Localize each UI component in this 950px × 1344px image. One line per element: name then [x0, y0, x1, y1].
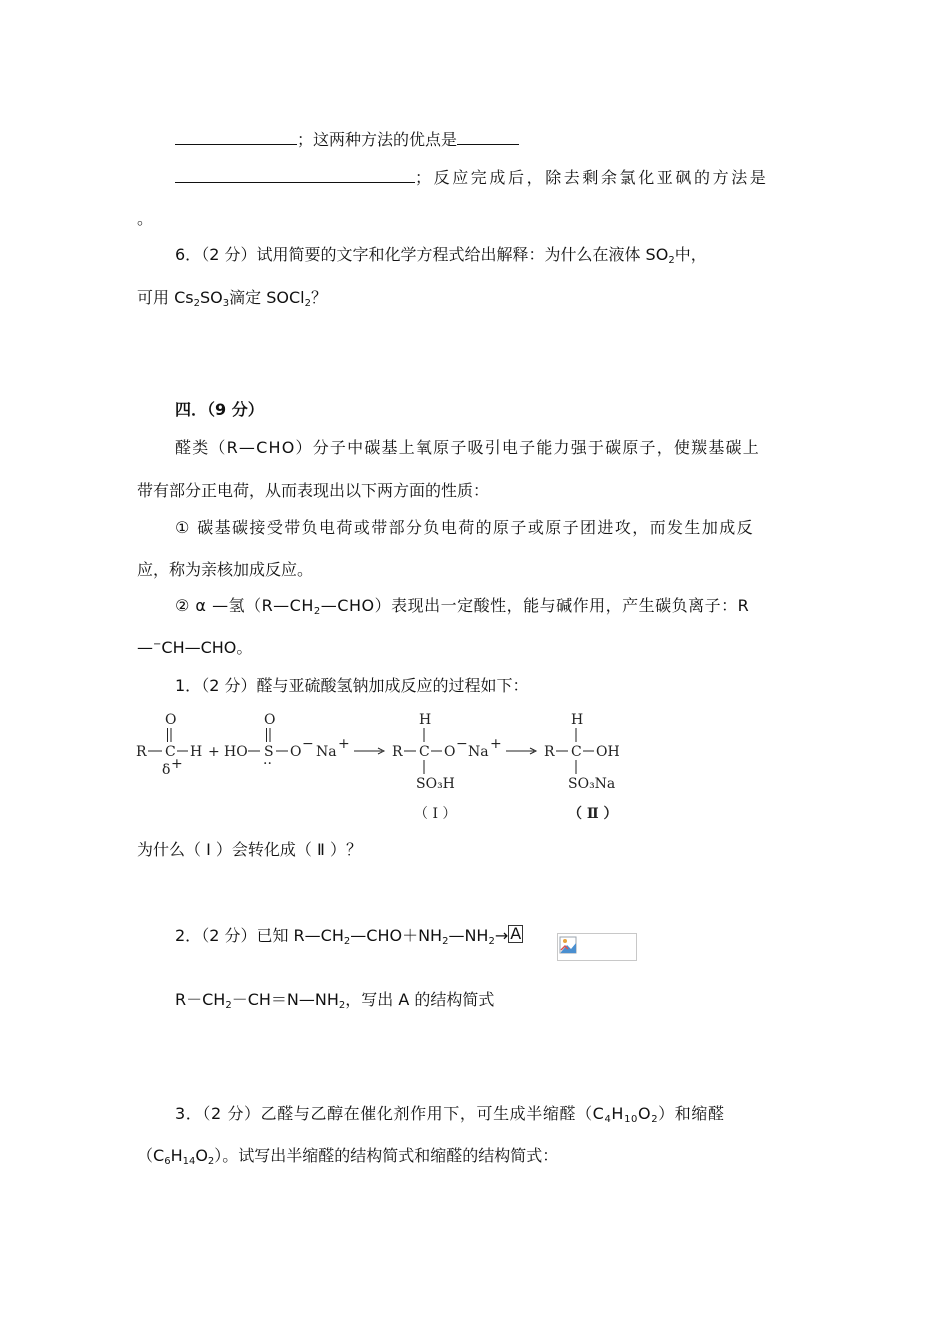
- broken-image-placeholder: [557, 933, 637, 961]
- q3-text: ）和缩醛: [658, 1104, 725, 1123]
- subscript: 14: [182, 1156, 196, 1167]
- subscript: 2: [313, 606, 321, 617]
- s5-period: 。: [137, 209, 154, 228]
- rx-delta-plus: +: [171, 756, 183, 772]
- rx-R: R: [136, 744, 147, 760]
- q2-text: —CHO＋NH: [350, 926, 443, 945]
- section-heading: 四．（9 分）: [175, 400, 264, 419]
- label-I: （ Ⅰ ）: [414, 806, 457, 822]
- subscript: 2: [343, 936, 351, 947]
- rx-Na: Na: [316, 744, 337, 760]
- rx-SO3H: SO₃H: [416, 776, 455, 792]
- q6-line2: [137, 286, 327, 310]
- q6-text: 滴定 SOCl: [229, 288, 305, 307]
- answer-blank[interactable]: [175, 164, 415, 183]
- q3-text: O: [638, 1104, 652, 1123]
- q6-text: SO: [199, 288, 223, 307]
- sec4-intro-line2: 带有部分正电荷，从而表现出以下两方面的性质：: [137, 481, 490, 500]
- s5-reaction-end-text: ；反应完成后，除去剩余氯化亚砜的方法是: [415, 168, 769, 187]
- sec4-point2-line2: [137, 636, 252, 660]
- rx-C: C: [419, 744, 430, 760]
- rx-C: C: [165, 744, 176, 760]
- rx-O-minus: O: [290, 744, 302, 760]
- sec4-point1-line1: ① 碳基碳接受带负电荷或带部分负电荷的原子或原子团进攻，而发生加成反: [175, 518, 755, 537]
- subscript: 2: [668, 255, 675, 266]
- s5-line2: [175, 164, 768, 190]
- s5-line1: [175, 126, 519, 152]
- product-A-box: A: [510, 924, 522, 943]
- q1-question: 为什么（ Ⅰ ）会转化成（ Ⅱ ）？: [137, 840, 362, 859]
- q3-text: H: [170, 1146, 183, 1165]
- subscript: 2: [488, 936, 495, 947]
- broken-image-icon: [559, 936, 579, 956]
- q1-text: 醛与亚硫酸氢钠加成反应的过程如下：: [256, 676, 529, 695]
- sec4-text: —: [137, 638, 153, 657]
- q2-text: R－CH: [175, 990, 226, 1009]
- q3-text: （C: [137, 1146, 165, 1165]
- sec4-text: —CHO）表现出一定酸性，能与碱作用，产生碳负离子：R: [320, 596, 750, 615]
- rx-Na: Na: [468, 744, 489, 760]
- q2-number: 2．: [175, 926, 202, 945]
- rx-H: H: [419, 712, 432, 728]
- rx-O: O: [165, 712, 177, 728]
- q3-text: 乙醛与乙醇在催化剂作用下，可生成半缩醛（C: [260, 1104, 605, 1123]
- subscript: 2: [338, 1000, 346, 1011]
- rx-delta: δ: [162, 762, 171, 778]
- sec4-point1-line2: 应，称为亲核加成反应。: [137, 560, 314, 579]
- q6-text: 试用简要的文字和化学方程式给出解释：为什么在液体 SO: [256, 245, 669, 264]
- q3-score: （2 分）: [202, 1104, 261, 1123]
- q3-line2: [137, 1144, 558, 1168]
- q6-text: 中，: [674, 245, 707, 264]
- rx-plus: +: [208, 744, 220, 760]
- rx-O: O: [264, 712, 276, 728]
- subscript: 3: [222, 298, 230, 309]
- rx-O-minus: O: [444, 744, 456, 760]
- rx-H: H: [571, 712, 584, 728]
- q1-number: 1．: [175, 676, 202, 695]
- rx-charge-minus: −: [456, 736, 468, 752]
- rx-charge-plus: +: [338, 736, 350, 752]
- q6-text: ？: [310, 288, 327, 307]
- s5-tail-text: ；这两种方法的优点是: [297, 130, 458, 149]
- rx-charge-minus: −: [302, 736, 314, 752]
- q3-line1: [175, 1102, 725, 1126]
- q2-text: —NH: [448, 926, 489, 945]
- rx-R: R: [544, 744, 555, 760]
- q6-line1: [175, 243, 707, 267]
- rx-R: R: [392, 744, 403, 760]
- answer-blank[interactable]: [175, 126, 297, 145]
- q6-text: 可用 Cs: [137, 288, 194, 307]
- subscript: 2: [651, 1114, 659, 1125]
- sec4-intro-line1: 醛类（R—CHO）分子中碳基上氧原子吸引电子能力强于碳原子，使羰基碳上: [175, 438, 760, 457]
- subscript: 4: [604, 1114, 612, 1125]
- rx-lone-pair: ··: [263, 756, 272, 772]
- rx-OH: OH: [596, 744, 620, 760]
- rx-C: C: [571, 744, 582, 760]
- rx-HO: HO: [224, 744, 248, 760]
- sec4-text: CH—CHO。: [161, 638, 253, 657]
- rx-SO3Na: SO₃Na: [568, 776, 616, 792]
- subscript: 2: [193, 298, 200, 309]
- q1-score: （2 分）: [201, 676, 257, 695]
- q2-text: －CH＝N—NH: [231, 990, 339, 1009]
- q2-score: （2 分）: [201, 926, 257, 945]
- q3-number: 3．: [175, 1104, 203, 1123]
- superscript: −: [153, 639, 162, 650]
- q2-line1: [175, 924, 523, 948]
- reaction-arrow: →: [494, 926, 509, 945]
- subscript: 2: [304, 298, 311, 309]
- q2-text: 已知 R—CH: [256, 926, 344, 945]
- q3-text: ）。试写出半缩醛的结构简式和缩醛的结构简式：: [214, 1146, 559, 1165]
- subscript: 2: [225, 1000, 232, 1011]
- label-II: （ Ⅱ ）: [568, 806, 618, 822]
- sec4-point2-line1: [175, 594, 749, 618]
- sec4-text: ② α —氢（R—CH: [175, 596, 314, 615]
- rx-S: S: [264, 744, 274, 760]
- q2-text: ，写出 A 的结构简式: [345, 990, 495, 1009]
- subscript: 6: [164, 1156, 171, 1167]
- subscript: 2: [442, 936, 449, 947]
- answer-blank[interactable]: [457, 126, 519, 145]
- q3-text: H: [611, 1104, 625, 1123]
- q6-number: 6．: [175, 245, 202, 264]
- rx-H: H: [190, 744, 203, 760]
- subscript: 10: [624, 1114, 638, 1125]
- subscript: 2: [207, 1156, 215, 1167]
- q6-score: （2 分）: [201, 245, 257, 264]
- reaction-scheme: [132, 708, 632, 828]
- rx-charge-plus: +: [490, 736, 502, 752]
- q2-line2: [175, 988, 494, 1012]
- q3-text: O: [195, 1146, 208, 1165]
- q1-line: [175, 674, 528, 698]
